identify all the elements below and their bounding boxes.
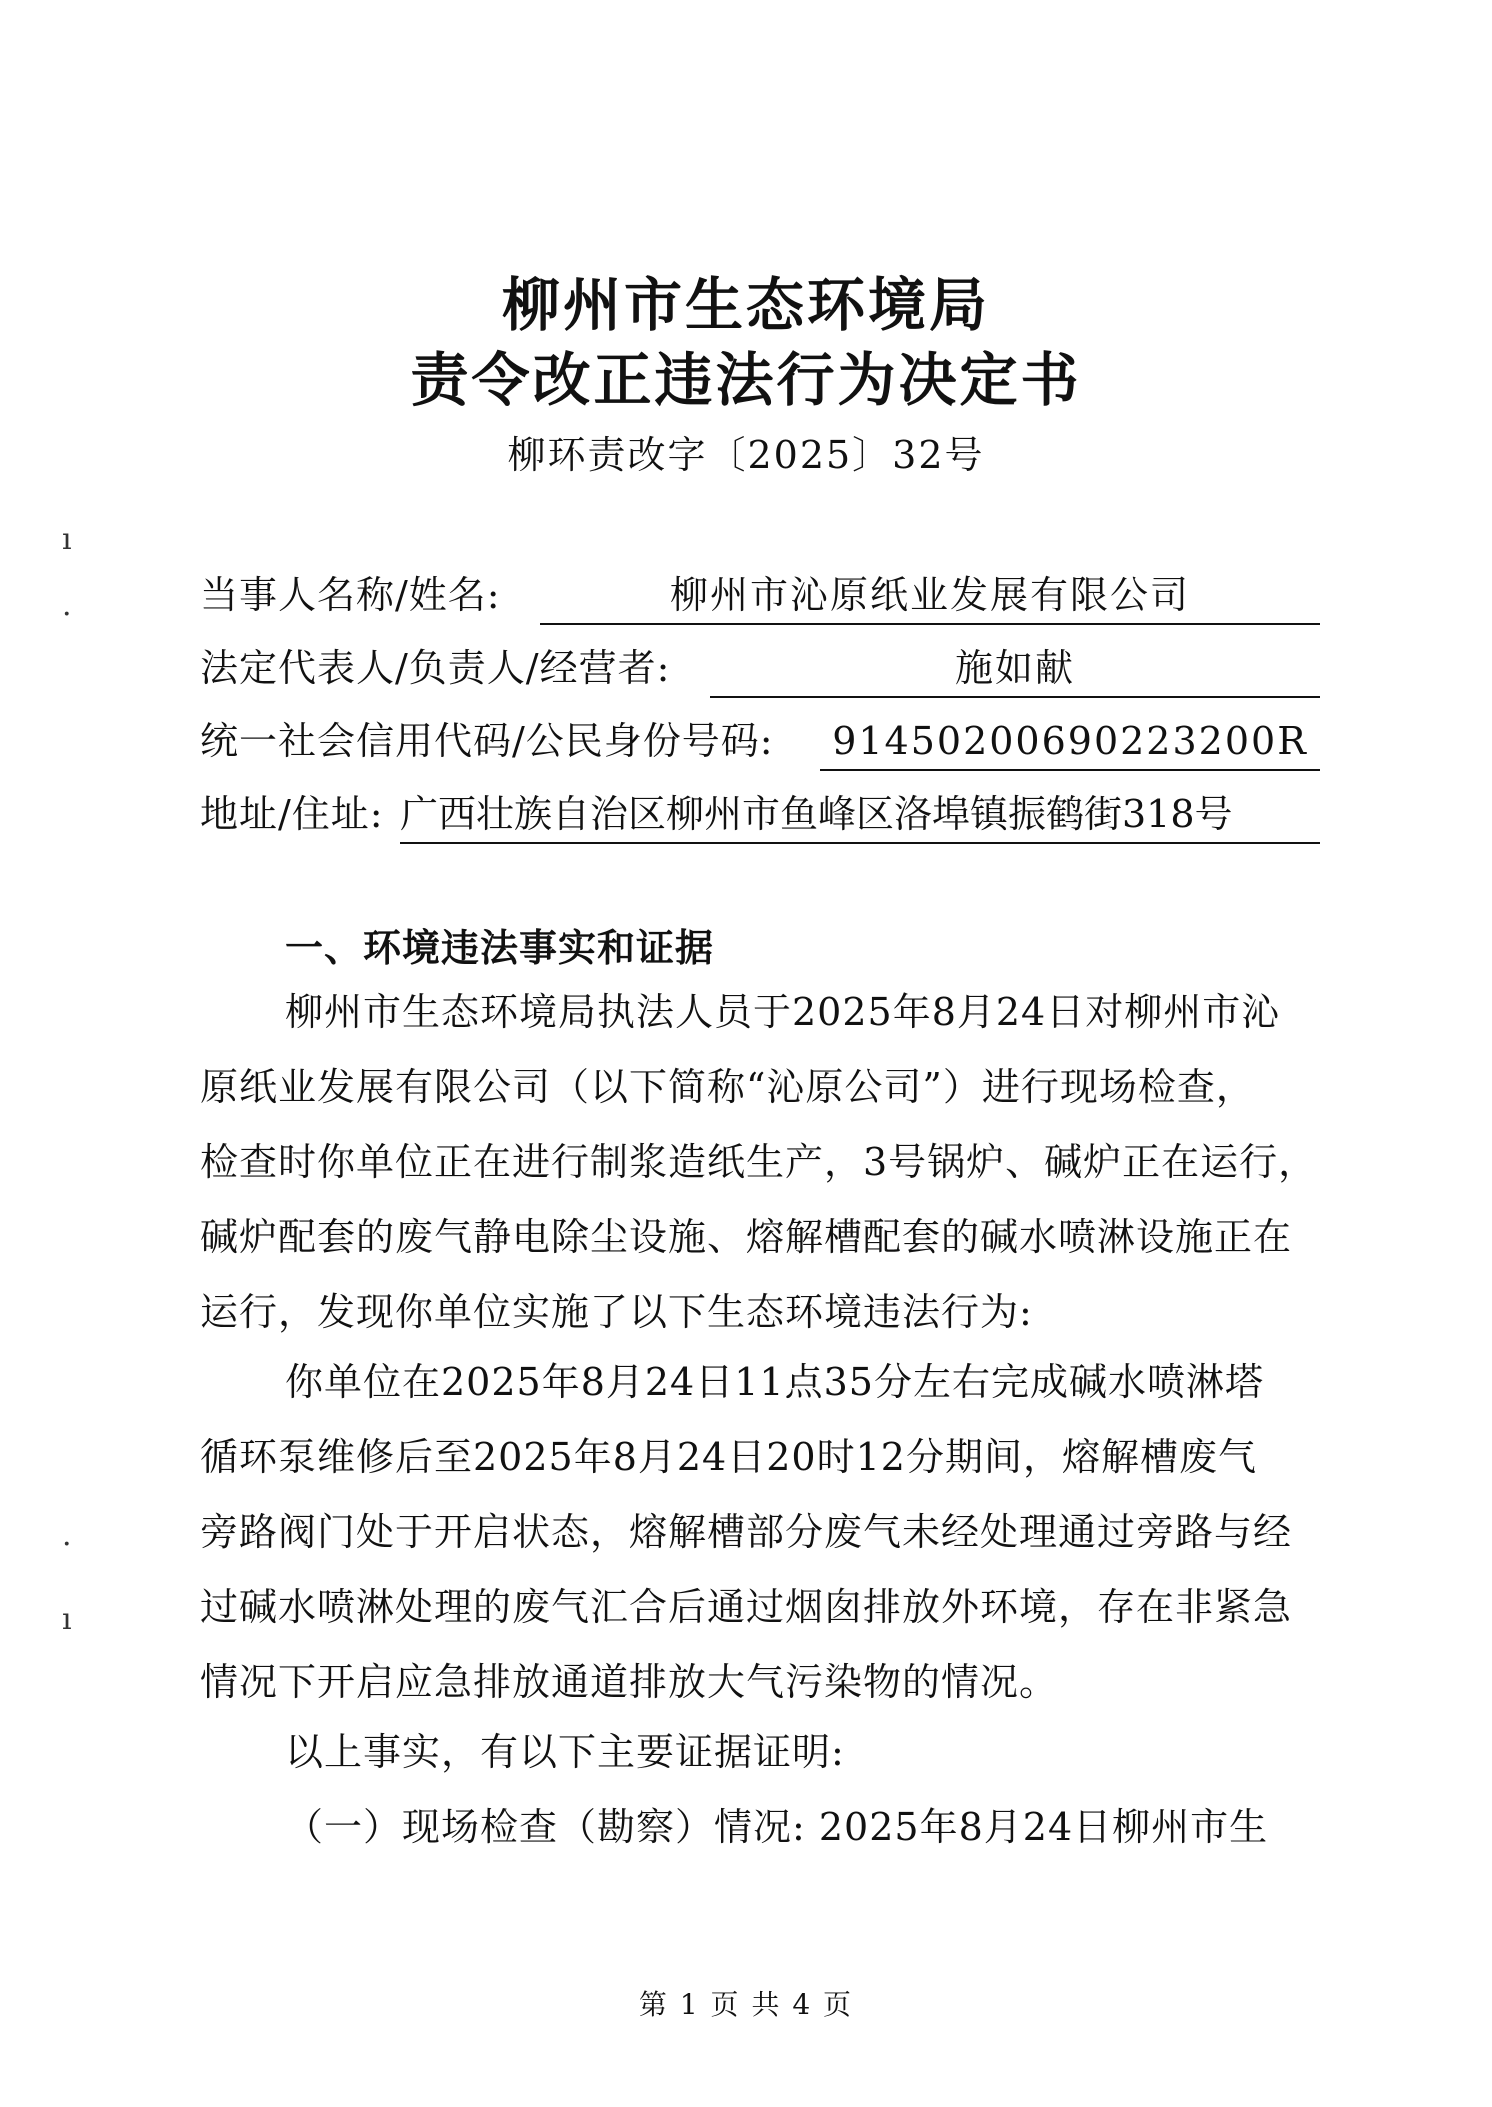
scan-mark: ·	[62, 1527, 72, 1562]
credit-code-row	[200, 711, 1320, 771]
party-name-label: 当事人名称/姓名:	[200, 573, 501, 617]
address-label: 地址/住址:	[200, 792, 384, 836]
paragraph-line: 柳州市生态环境局执法人员于2025年8月24日对柳州市沁	[285, 990, 1281, 1034]
scan-mark: ı	[62, 522, 72, 557]
paragraph-line: 原纸业发展有限公司（以下简称“沁原公司”）进行现场检查，	[200, 1065, 1255, 1109]
address-value: 广西壮族自治区柳州市鱼峰区洛埠镇振鹤街318号	[400, 784, 1320, 844]
scan-mark: ı	[62, 1602, 72, 1637]
legal-rep-label: 法定代表人/负责人/经营者:	[200, 646, 671, 690]
paragraph-line: 旁路阀门处于开启状态，熔解槽部分废气未经处理通过旁路与经	[200, 1510, 1293, 1554]
legal-rep-row	[200, 638, 1320, 698]
credit-code-value: 91450200690223200R	[820, 711, 1320, 771]
body-paragraph-1	[200, 975, 1320, 1350]
paragraph-line: 情况下开启应急排放通道排放大气污染物的情况。	[200, 1660, 1059, 1704]
paragraph-line: 循环泵维修后至2025年8月24日20时12分期间，熔解槽废气	[200, 1435, 1257, 1479]
scan-mark: ·	[62, 597, 72, 632]
page-number: 第 1 页 共 4 页	[638, 1988, 854, 2021]
address-row	[200, 784, 1320, 844]
party-name-value: 柳州市沁原纸业发展有限公司	[540, 565, 1320, 625]
credit-code-label: 统一社会信用代码/公民身份号码:	[200, 719, 774, 763]
document-number: 柳环责改字〔2025〕32号	[507, 433, 985, 477]
body-paragraph-2	[200, 1345, 1320, 1720]
document-title-line2: 责令改正违法行为决定书	[410, 346, 1082, 414]
paragraph-line: 检查时你单位正在进行制浆造纸生产，3号锅炉、碱炉正在运行，	[200, 1140, 1318, 1184]
paragraph-line: （一）现场检查（勘察）情况: 2025年8月24日柳州市生	[285, 1805, 1269, 1849]
party-name-row	[200, 565, 1320, 625]
body-paragraph-4	[200, 1790, 1320, 1865]
section-heading: 一、环境违法事实和证据	[285, 926, 715, 970]
legal-rep-value: 施如献	[710, 638, 1320, 698]
body-paragraph-3	[200, 1715, 1320, 1790]
paragraph-line: 过碱水喷淋处理的废气汇合后通过烟囱排放外环境，存在非紧急	[200, 1585, 1293, 1629]
paragraph-line: 以上事实，有以下主要证据证明:	[285, 1730, 845, 1774]
paragraph-line: 运行，发现你单位实施了以下生态环境违法行为:	[200, 1290, 1033, 1334]
paragraph-line: 你单位在2025年8月24日11点35分左右完成碱水喷淋塔	[285, 1360, 1264, 1404]
document-title-line1: 柳州市生态环境局	[501, 271, 990, 339]
paragraph-line: 碱炉配套的废气静电除尘设施、熔解槽配套的碱水喷淋设施正在	[200, 1215, 1293, 1259]
